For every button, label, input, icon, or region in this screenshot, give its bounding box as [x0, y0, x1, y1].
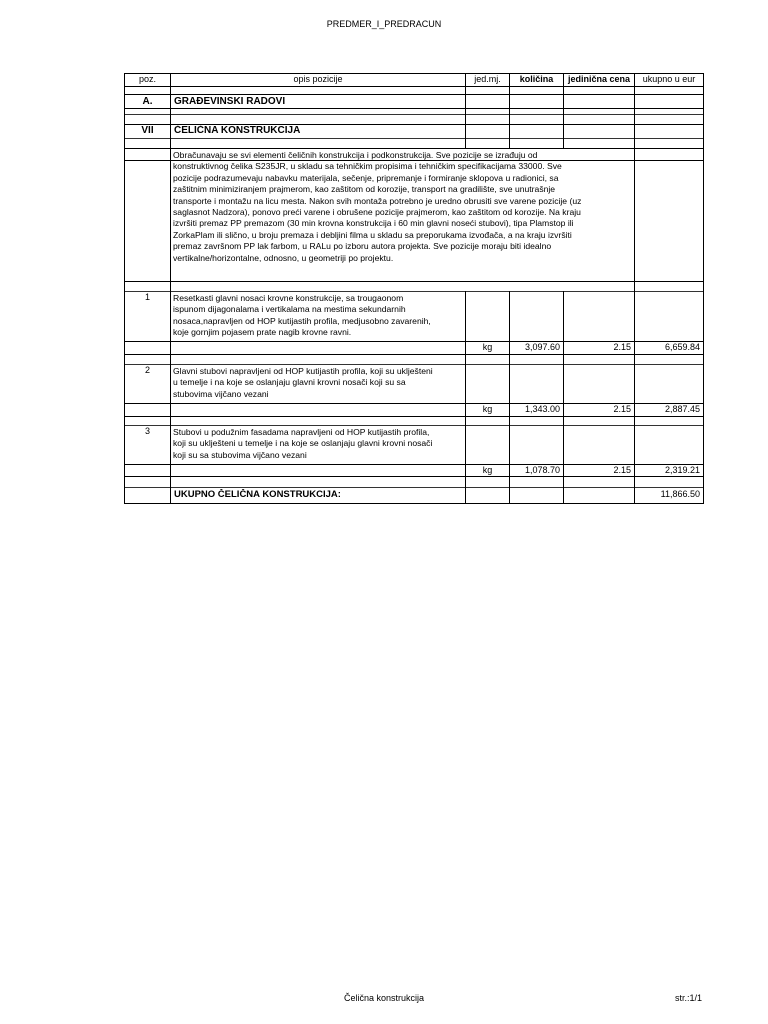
item-2-total: 2,887.45: [664, 404, 700, 414]
intro-line: Obračunavaju se svi elementi čeličnih konstrukcija i podkonstrukcija. Sve pozicije se izrađuju od: [173, 150, 538, 160]
document-title: PREDMER_I_PREDRACUN: [326, 19, 442, 29]
item-2-line: Glavni stubovi napravljeni od HOP kutijastih profila, koji su uklješteni: [173, 366, 433, 376]
item-3-unit-price: 2.15: [613, 465, 631, 475]
header-unit-price: jedinična cena: [567, 74, 631, 84]
intro-line: saglasnot Nadzora), ponovo preći varene i obrušene pozicije prajmerom, kao zaštitom od korozije. Na kraju: [173, 207, 581, 218]
intro-line: ZorkaPlam ili slično, u broju premaza i debljini filma u skladu sa preporukama izvođača, a na kraju izvršiti: [173, 229, 572, 240]
item-2-quantity: 1,343.00: [524, 404, 560, 414]
section-vii-code: VII: [141, 125, 154, 136]
section-vii-title: ČELIČNA KONSTRUKCIJA: [174, 125, 301, 136]
item-2-unit-price: 2.15: [613, 404, 631, 414]
item-2-description: [173, 366, 463, 400]
section-a-title: GRAĐEVINSKI RADOVI: [174, 96, 286, 107]
item-2-line: u temelje i na koje se oslanjaju glavni krovni nosači koji su sa: [173, 377, 406, 388]
header-total: ukupno u eur: [642, 74, 696, 84]
item-2-line: stubovima vijčano vezani: [173, 388, 269, 399]
item-3-position: 3: [144, 426, 150, 436]
grand-total-value: 11,866.50: [660, 489, 700, 499]
estimate-table: [124, 73, 704, 504]
item-3-quantity: 1,078.70: [524, 465, 560, 475]
item-1-line: ispunom dijagonalama i vertikalama na mestima sekundarnih: [173, 304, 406, 315]
item-3-line: koji su sa stubovima vijčano vezani: [173, 449, 307, 460]
page-number: str.:1/1: [674, 993, 702, 1003]
intro-line: pozicije podrazumevaju nabavku materijala, sečenje, pripremanje i formiranje sklopova u radionici, sa: [173, 172, 559, 183]
item-3-line: koji su uklješteni u temelje i na koje se oslanjaju glavni krovni nosači: [173, 438, 433, 449]
footer-title: Čelična konstrukcija: [343, 993, 425, 1003]
item-1-position: 1: [144, 292, 150, 302]
item-1-unit: kg: [482, 342, 493, 352]
intro-line: konstruktivnog čelika S235JR, u skladu sa tehničkim propisima i tehničkim specifikacijama 33000. Sve: [173, 161, 562, 172]
item-1-description: [173, 293, 463, 339]
intro-paragraph: [173, 150, 633, 264]
section-a-code: A.: [142, 96, 153, 107]
intro-line: transporte i montažu na licu mesta. Nakon svih montaža potrebno je uredno obrusiti sve varene pozicije (uz: [173, 195, 582, 206]
item-3-description: [173, 427, 463, 461]
header-position: poz.: [138, 74, 156, 84]
intro-line: premaz završnom PP lak farbom, u RALu po izboru autora projekta. Sve pozicije moraju biti idealno: [173, 241, 552, 252]
intro-line: vertikalne/horizontalne, odnosno, u geometriji po projektu.: [173, 252, 394, 263]
intro-line: zaštitnim minimiziranjem prajmerom, kao zaštitom od korozije, transport na gradilište, sve unutrašnje: [173, 184, 556, 195]
item-3-line: Stubovi u podužnim fasadama napravljeni od HOP kutijastih profila,: [173, 427, 430, 437]
item-2-unit: kg: [482, 404, 493, 414]
item-1-line: koje gornjim pojasem prate nagib krovne ravni.: [173, 327, 352, 338]
header-unit: jed.mj.: [474, 74, 501, 84]
item-1-quantity: 3,097.60: [524, 342, 560, 352]
item-1-line: Resetkasti glavni nosaci krovne konstrukcije, sa trougaonom: [173, 293, 404, 303]
item-3-total: 2,319.21: [664, 465, 700, 475]
header-quantity: količina: [519, 74, 554, 84]
header-description: opis pozicije: [293, 74, 343, 84]
grand-total-label: UKUPNO ČELIČNA KONSTRUKCIJA:: [174, 489, 341, 500]
item-1-total: 6,659.84: [664, 342, 700, 352]
item-3-unit: kg: [482, 465, 493, 475]
item-2-position: 2: [144, 365, 150, 375]
item-1-unit-price: 2.15: [613, 342, 631, 352]
intro-line: izvršiti premaz PP premazom (30 min krovna konstrukcija i 60 min glavni noseći stubovi), tipa Plamstop ili: [173, 218, 574, 229]
item-1-line: nosaca,napravljen od HOP kutijastih profila, medjusobno zavarenih,: [173, 315, 431, 326]
